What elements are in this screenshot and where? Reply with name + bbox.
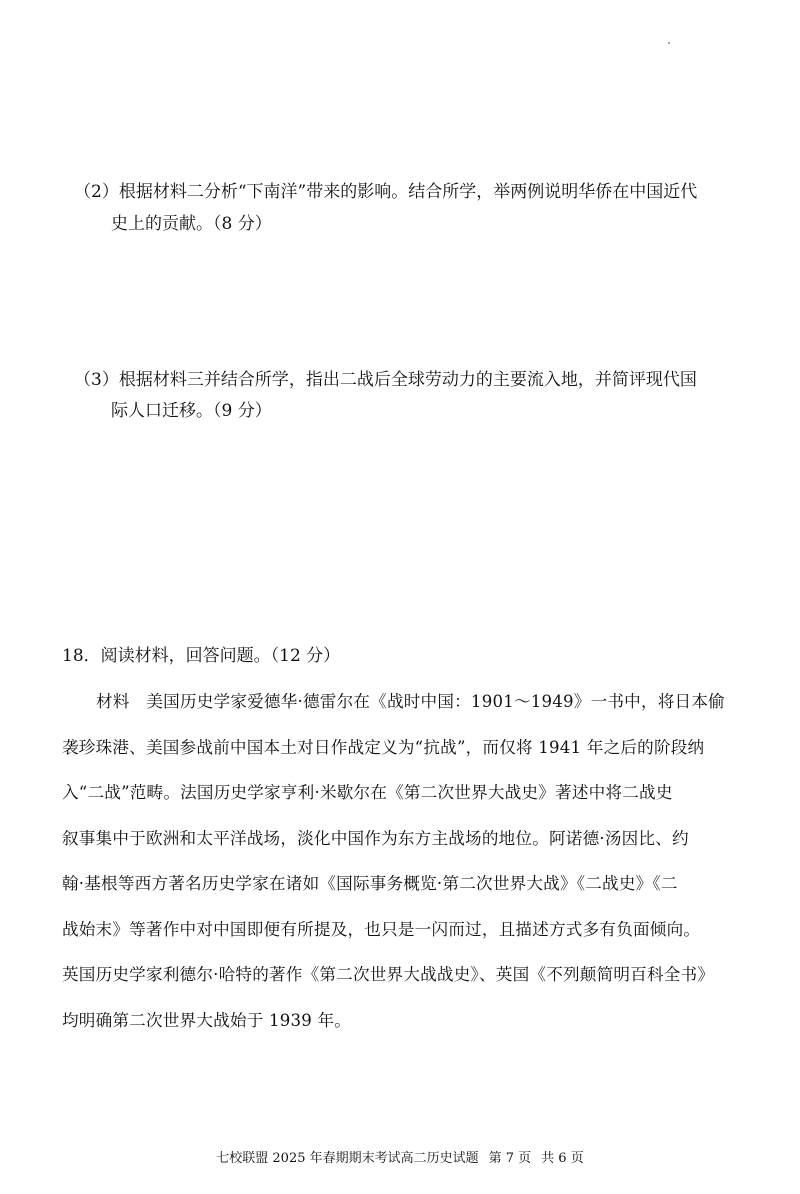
question-18-heading: 18．阅读材料，回答问题。（12 分） xyxy=(62,646,341,666)
question-17-3-line-2: 际人口迁移。（9 分） xyxy=(111,401,272,421)
question-17-2-line-2: 史上的贡献。（8 分） xyxy=(111,214,272,234)
material-line-6: 战始末》等著作中对中国即便有所提及，也只是一闪而过，且描述方式多有负面倾向。 xyxy=(62,920,701,939)
question-17-3-line-1: （3）根据材料三并结合所学，指出二战后全球劳动力的主要流入地，并简评现代国 xyxy=(74,370,697,390)
question-17-2-line-1: （2）根据材料二分析“下南洋”带来的影响。结合所学，举两例说明华侨在中国近代 xyxy=(74,182,698,202)
footer-title: 七校联盟 2025 年春期期末考试高二历史试题 xyxy=(216,1151,479,1166)
footer-total-pages: 共 6 页 xyxy=(541,1151,584,1166)
material-line-5: 翰·基根等西方著名历史学家在诸如《国际事务概览·第二次世界大战》《二战史》《二 xyxy=(62,874,678,893)
material-line-4: 叙事集中于欧洲和太平洋战场，淡化中国作为东方主战场的地位。阿诺德·汤因比、约 xyxy=(62,829,689,848)
material-line-3: 入“二战”范畴。法国历史学家亨利·米歇尔在《第二次世界大战史》著述中将二战史 xyxy=(62,783,673,802)
material-line-2: 袭珍珠港、美国参战前中国本土对日作战定义为“抗战”，而仅将 1941 年之后的阶段纳 xyxy=(62,738,705,757)
page-footer xyxy=(0,1150,800,1168)
scan-speck xyxy=(668,42,670,44)
material-line-8: 均明确第二次世界大战始于 1939 年。 xyxy=(62,1011,352,1030)
material-line-1: 材料 美国历史学家爱德华·德雷尔在《战时中国：1901～1949》一书中，将日本偷 xyxy=(96,692,725,711)
material-line-7: 英国历史学家利德尔·哈特的著作《第二次世界大战战史》、英国《不列颠简明百科全书》 xyxy=(62,965,715,984)
footer-page-number: 第 7 页 xyxy=(488,1151,532,1166)
